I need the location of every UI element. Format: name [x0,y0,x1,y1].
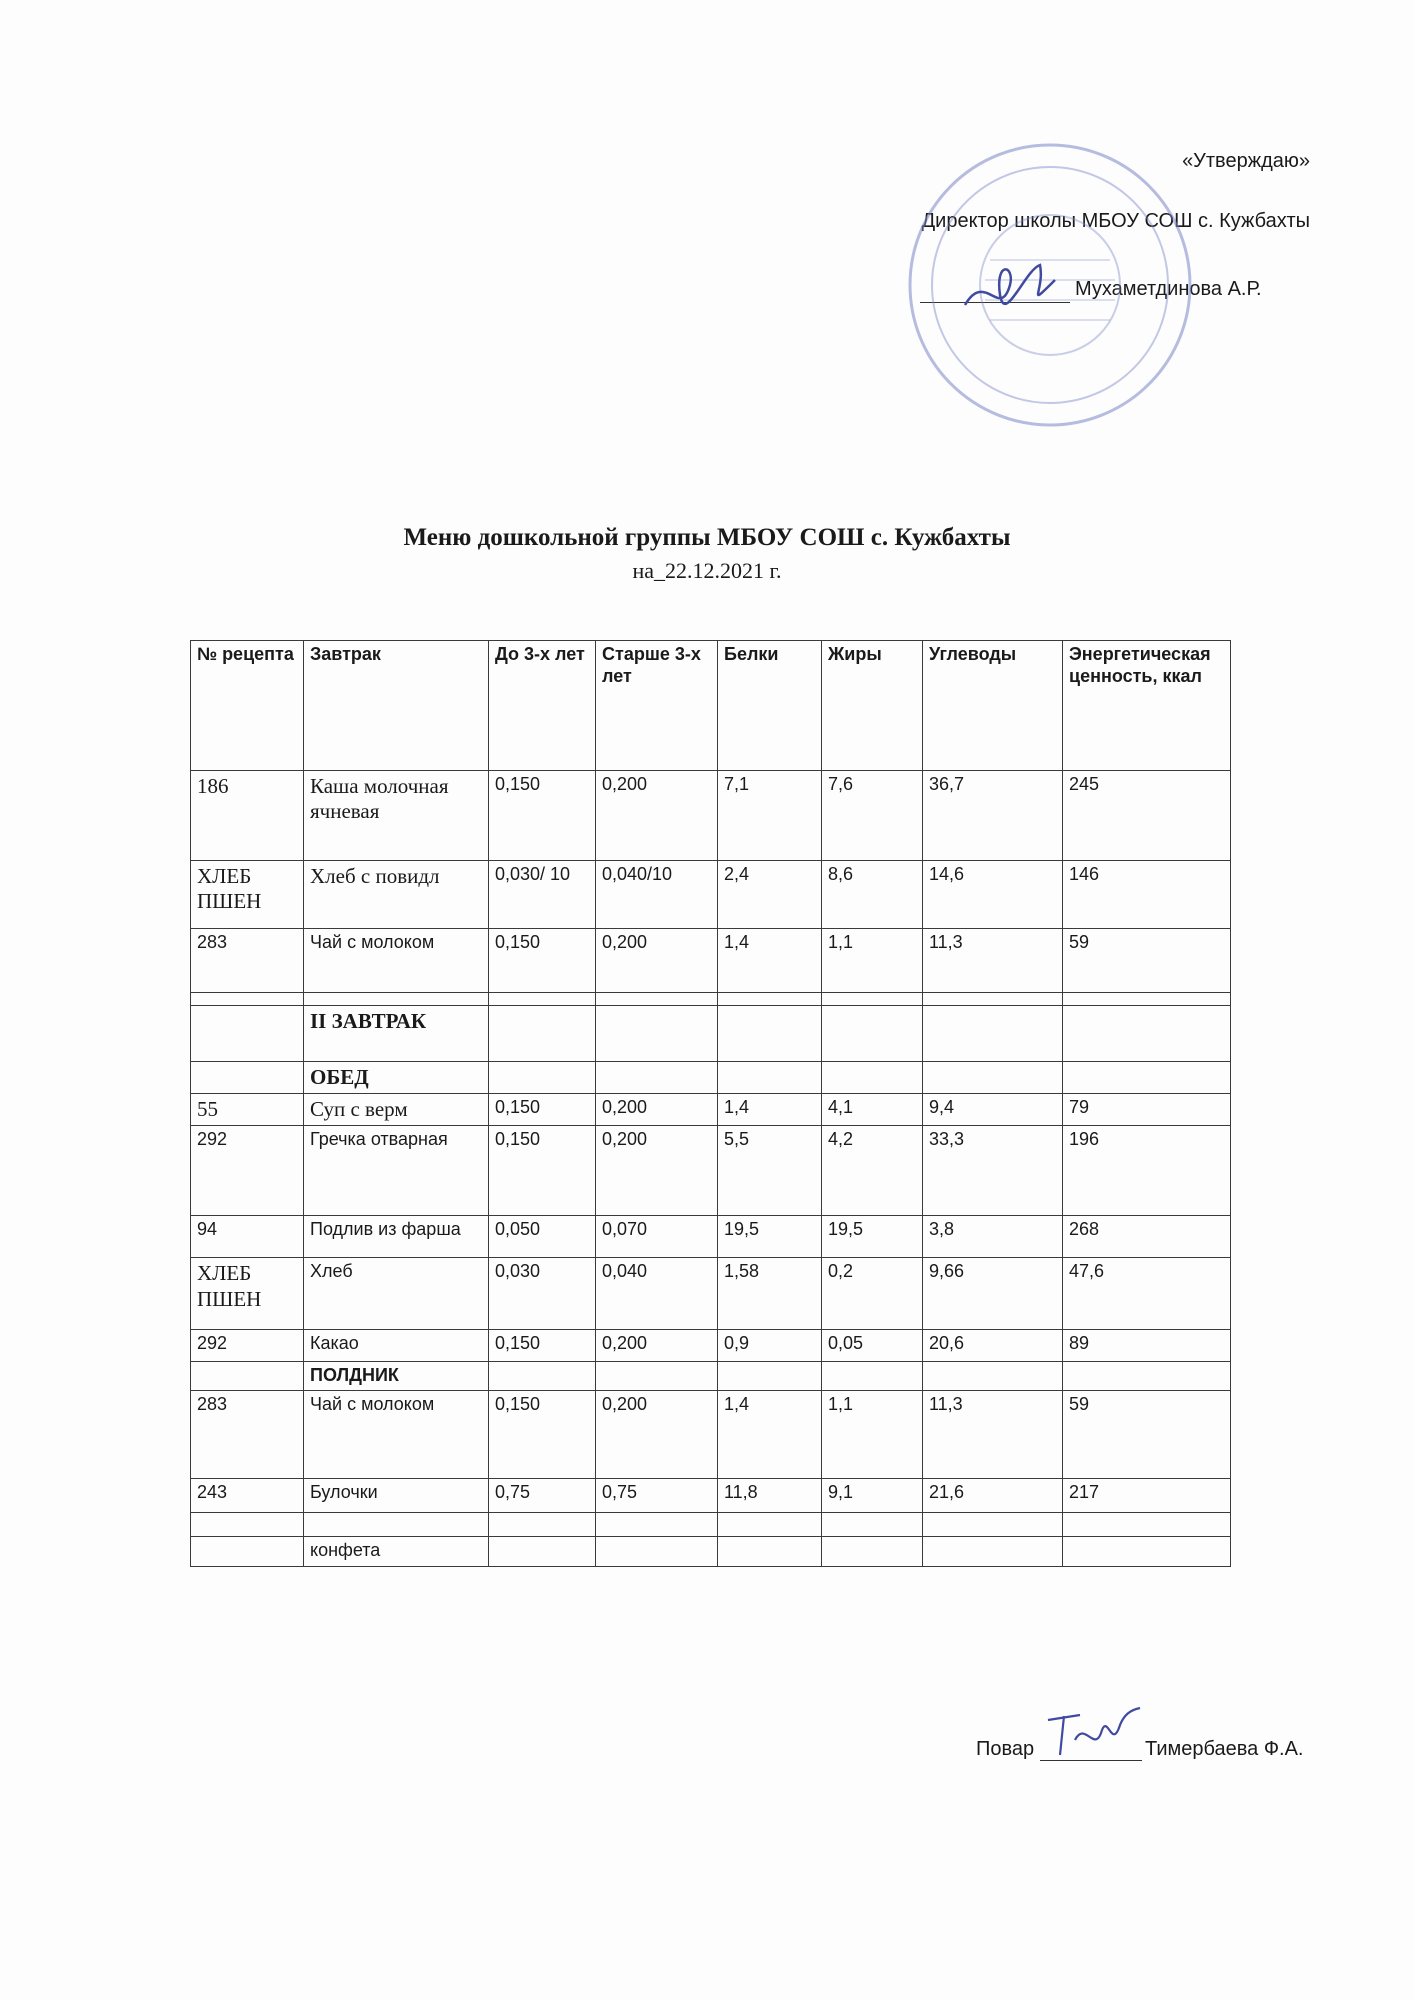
table-cell [596,1362,718,1391]
section-label: II ЗАВТРАК [304,1006,489,1062]
table-cell: 21,6 [923,1478,1063,1512]
table-cell [718,1362,822,1391]
table-cell: 292 [191,1126,304,1216]
table-cell: 4,1 [822,1094,923,1126]
header-cell: № рецепта [191,641,304,771]
table-cell: 283 [191,929,304,993]
table-cell: 0,200 [596,1126,718,1216]
table-cell: 7,1 [718,771,822,861]
table-cell: Хлеб с повидл [304,861,489,929]
header-cell: Белки [718,641,822,771]
table-cell: 0,150 [489,1390,596,1478]
table-cell: 0,050 [489,1216,596,1258]
document-title: Меню дошкольной группы МБОУ СОШ с. Кужбахты [403,524,1011,551]
header-cell: Жиры [822,641,923,771]
table-cell: Подлив из фарша [304,1216,489,1258]
table-cell [596,1006,718,1062]
table-cell: Каша молочная ячневая [304,771,489,861]
table-cell [822,1512,923,1536]
table-cell [596,993,718,1006]
director-name: Мухаметдинова А.Р. [1075,278,1262,300]
table-cell: 36,7 [923,771,1063,861]
table-cell [596,1062,718,1094]
table-cell: 11,8 [718,1478,822,1512]
table-cell: 1,4 [718,1390,822,1478]
table-cell [1063,1006,1231,1062]
table-cell: 1,1 [822,929,923,993]
table-cell: 0,030 [489,1258,596,1330]
table-cell [718,1006,822,1062]
table-cell [191,1006,304,1062]
table-cell: 0,05 [822,1330,923,1362]
table-cell: 59 [1063,1390,1231,1478]
table-row [191,1330,1231,1362]
table-cell: 2,4 [718,861,822,929]
section-row-second-breakfast [191,1006,1231,1062]
table-row [191,993,1231,1006]
table-cell: 245 [1063,771,1231,861]
table-cell [304,1512,489,1536]
table-cell: 20,6 [923,1330,1063,1362]
table-cell [923,1512,1063,1536]
table-cell: 1,1 [822,1390,923,1478]
table-cell: 89 [1063,1330,1231,1362]
table-cell [1063,993,1231,1006]
table-cell: 9,1 [822,1478,923,1512]
table-cell: 3,8 [923,1216,1063,1258]
director-signature-icon [955,250,1065,330]
table-cell [718,993,822,1006]
table-cell [822,993,923,1006]
section-label: ПОЛДНИК [304,1362,489,1391]
cook-name: Тимербаева Ф.А. [1145,1738,1304,1760]
table-cell: 33,3 [923,1126,1063,1216]
table-cell: 11,3 [923,1390,1063,1478]
table-cell [822,1006,923,1062]
director-title: Директор школы МБОУ СОШ с. Кужбахты [921,210,1310,232]
table-cell: ХЛЕБ ПШЕН [191,861,304,929]
table-row [191,1216,1231,1258]
table-cell: 0,200 [596,1330,718,1362]
table-row [191,1390,1231,1478]
table-row [191,929,1231,993]
table-cell [923,1062,1063,1094]
table-cell [489,1512,596,1536]
table-cell: Суп с верм [304,1094,489,1126]
table-row [191,771,1231,861]
cook-signature-icon [1040,1700,1145,1765]
table-cell [489,993,596,1006]
table-cell [822,1536,923,1566]
table-cell: 186 [191,771,304,861]
table-cell: Какао [304,1330,489,1362]
table-cell [718,1062,822,1094]
table-cell: 292 [191,1330,304,1362]
table-row [191,1512,1231,1536]
table-cell: Чай с молоком [304,929,489,993]
table-cell: Хлеб [304,1258,489,1330]
table-cell [923,993,1063,1006]
table-row [191,1258,1231,1330]
table-cell [822,1362,923,1391]
table-row [191,1094,1231,1126]
table-cell: 14,6 [923,861,1063,929]
header-cell: Старше 3-х лет [596,641,718,771]
table-cell [1063,1512,1231,1536]
table-cell: 7,6 [822,771,923,861]
table-cell: 0,150 [489,1094,596,1126]
table-cell [822,1062,923,1094]
table-cell: 8,6 [822,861,923,929]
table-cell: 0,150 [489,929,596,993]
table-cell: 59 [1063,929,1231,993]
menu-table [190,640,1231,1567]
table-cell [1063,1536,1231,1566]
table-cell: 79 [1063,1094,1231,1126]
table-cell: 0,040 [596,1258,718,1330]
table-row [191,1536,1231,1566]
table-cell: Чай с молоком [304,1390,489,1478]
table-cell: 0,2 [822,1258,923,1330]
approval-header: «Утверждаю» [1182,150,1310,172]
table-row [191,1126,1231,1216]
header-cell: Углеводы [923,641,1063,771]
table-cell: 243 [191,1478,304,1512]
table-cell: 0,030/ 10 [489,861,596,929]
table-cell [304,993,489,1006]
table-cell: 0,75 [596,1478,718,1512]
table-cell [191,1512,304,1536]
table-cell: 5,5 [718,1126,822,1216]
table-cell [191,993,304,1006]
table-cell: 146 [1063,861,1231,929]
table-cell: Булочки [304,1478,489,1512]
table-cell [923,1362,1063,1391]
table-cell: 9,4 [923,1094,1063,1126]
table-row [191,861,1231,929]
table-cell [596,1512,718,1536]
section-row-afternoon-snack [191,1362,1231,1391]
table-cell: 196 [1063,1126,1231,1216]
table-cell: 0,150 [489,1126,596,1216]
header-cell: Энергетическая ценность, ккал [1063,641,1231,771]
table-cell: 0,200 [596,1390,718,1478]
table-cell: 0,070 [596,1216,718,1258]
table-cell [191,1536,304,1566]
table-cell: 55 [191,1094,304,1126]
table-cell [489,1006,596,1062]
table-cell: 217 [1063,1478,1231,1512]
table-cell: 0,200 [596,929,718,993]
cook-label: Повар [976,1738,1035,1760]
table-cell [596,1536,718,1566]
table-cell [191,1362,304,1391]
document-date: на_22.12.2021 г. [632,558,782,583]
table-cell: 0,75 [489,1478,596,1512]
table-cell: 19,5 [822,1216,923,1258]
table-cell: 0,150 [489,1330,596,1362]
section-label: ОБЕД [304,1062,489,1094]
table-cell: 4,2 [822,1126,923,1216]
table-row [191,1478,1231,1512]
table-cell: 94 [191,1216,304,1258]
table-cell: 0,150 [489,771,596,861]
section-row-lunch [191,1062,1231,1094]
table-cell [489,1062,596,1094]
table-cell: 19,5 [718,1216,822,1258]
table-cell: ХЛЕБ ПШЕН [191,1258,304,1330]
table-cell [718,1536,822,1566]
table-cell: 268 [1063,1216,1231,1258]
table-cell: 1,58 [718,1258,822,1330]
header-cell: До 3-х лет [489,641,596,771]
table-cell: 0,200 [596,771,718,861]
table-cell [718,1512,822,1536]
table-cell [1063,1362,1231,1391]
table-cell: 283 [191,1390,304,1478]
table-cell [923,1006,1063,1062]
table-cell: 11,3 [923,929,1063,993]
table-cell: Гречка отварная [304,1126,489,1216]
table-cell: конфета [304,1536,489,1566]
table-cell: 0,9 [718,1330,822,1362]
table-cell [1063,1062,1231,1094]
table-cell: 1,4 [718,929,822,993]
table-cell [489,1362,596,1391]
table-cell: 1,4 [718,1094,822,1126]
table-cell: 0,040/10 [596,861,718,929]
table-cell [191,1062,304,1094]
table-header-row [191,641,1231,771]
table-cell: 0,200 [596,1094,718,1126]
header-cell: Завтрак [304,641,489,771]
table-cell [923,1536,1063,1566]
table-cell [489,1536,596,1566]
table-cell: 9,66 [923,1258,1063,1330]
table-cell: 47,6 [1063,1258,1231,1330]
